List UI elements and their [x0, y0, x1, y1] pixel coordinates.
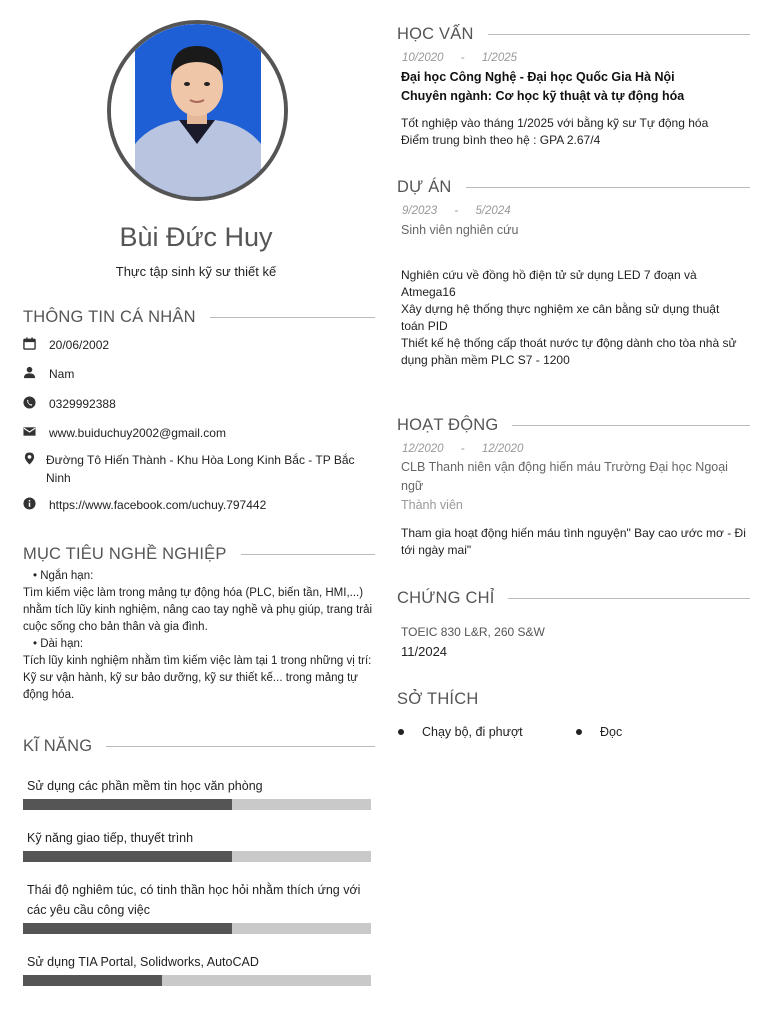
skill-bar-fill	[23, 851, 232, 862]
info-icon	[23, 497, 36, 510]
hobby-item	[576, 725, 622, 739]
heading-text: KĨ NĂNG	[23, 737, 93, 755]
heading-text: HOẠT ĐỘNG	[397, 416, 499, 434]
skill-item	[23, 776, 371, 810]
email-icon	[23, 425, 36, 438]
hobby-item	[398, 725, 523, 739]
skill-label: Sử dụng TIA Portal, Solidworks, AutoCAD	[27, 955, 259, 969]
facebook-link[interactable]: https://www.facebook.com/uchuy.797442	[49, 498, 267, 512]
education-detail-2: Điểm trung bình theo hệ : GPA 2.67/4	[401, 133, 601, 147]
info-row-email	[23, 424, 368, 442]
candidate-title: Thực tập sinh kỹ sư thiết kế	[115, 264, 277, 279]
heading-text: HỌC VẤN	[397, 25, 474, 43]
objective-long-label: • Dài hạn:	[33, 638, 84, 650]
location-icon	[23, 452, 36, 465]
activity-dates	[402, 443, 523, 455]
section-heading-objective	[23, 545, 375, 564]
info-row-gender	[23, 365, 368, 383]
date-end: 1/2025	[481, 52, 518, 64]
info-row-phone	[23, 395, 368, 413]
project-role: Sinh viên nghiên cứu	[401, 223, 519, 237]
bullet-icon	[398, 729, 404, 735]
heading-text: SỞ THÍCH	[397, 690, 479, 708]
project-detail: Nghiên cứu về đồng hồ điện tử sử dụng LED 7 đoạn và Atmega16 Xây dựng hệ thống thực nghiệm xe cân bằng sử dụng thuật toán PID Thiết kế hệ thống cấp thoát nước tự động dành cho tòa nhà sử dụng phần mềm PLC S7 - 1200	[401, 268, 737, 367]
activity-organization: CLB Thanh niên vận động hiến máu Trường Đại học Ngoại ngữ	[401, 460, 728, 493]
section-heading-certificates	[397, 589, 750, 608]
date-end: 5/2024	[475, 205, 511, 217]
divider	[241, 554, 375, 555]
skill-bar	[23, 923, 371, 934]
date-start: 12/2020	[402, 443, 444, 455]
education-detail-1: Tốt nghiệp vào tháng 1/2025 với bằng kỹ sư Tự động hóa	[401, 116, 709, 130]
avatar	[107, 20, 288, 201]
phone-icon	[23, 396, 36, 409]
heading-text: CHỨNG CHỈ	[397, 589, 495, 607]
objective-long-text: Tích lũy kinh nghiệm nhằm tìm kiếm việc làm tại 1 trong những vị trí: Kỹ sư vận hành, kỹ sư bảo dưỡng, kỹ sư thiết kế... trong mảng tự động hóa.	[23, 655, 372, 701]
section-heading-hobbies	[397, 690, 750, 709]
birthday-text: 20/06/2002	[49, 338, 110, 352]
address-text: Đường Tô Hiến Thành - Khu Hòa Long Kinh Bắc - TP Bắc Ninh	[46, 453, 355, 485]
skill-bar	[23, 799, 371, 810]
heading-text: MỤC TIÊU NGHỀ NGHIỆP	[23, 545, 227, 563]
phone-text: 0329992388	[49, 397, 116, 411]
skill-bar-fill	[23, 799, 232, 810]
info-row-address	[23, 451, 368, 487]
person-icon	[23, 366, 36, 379]
section-heading-projects	[397, 178, 750, 197]
info-row-birthday	[23, 336, 368, 354]
divider	[512, 425, 750, 426]
divider	[210, 317, 375, 318]
activity-role: Thành viên	[401, 498, 463, 512]
skill-bar	[23, 975, 371, 986]
date-start: 10/2020	[402, 52, 444, 64]
certificate-name: TOEIC 830 L&R, 260 S&W	[401, 625, 545, 639]
gender-text: Nam	[49, 367, 75, 381]
date-separator: -	[460, 443, 465, 455]
divider	[106, 746, 375, 747]
divider	[488, 34, 750, 35]
activity-detail: Tham gia hoạt động hiến máu tình nguyện" Bay cao ước mơ - Đi tới ngày mai"	[401, 526, 746, 557]
info-row-facebook	[23, 496, 368, 514]
skill-item	[23, 828, 371, 862]
section-heading-activities	[397, 416, 750, 435]
date-separator: -	[460, 52, 465, 64]
heading-text: THÔNG TIN CÁ NHÂN	[23, 308, 196, 326]
candidate-name: Bùi Đức Huy	[119, 222, 273, 252]
skill-bar-fill	[23, 923, 232, 934]
heading-text: DỰ ÁN	[397, 178, 452, 196]
skill-label: Thái độ nghiêm túc, có tinh thần học hỏi nhằm thích ứng với các yêu cầu công việc	[27, 883, 361, 917]
objective-short-label: • Ngắn hạn:	[33, 570, 94, 582]
skill-bar-fill	[23, 975, 162, 986]
date-separator: -	[454, 205, 459, 217]
certificate-date: 11/2024	[401, 644, 448, 659]
skill-item	[23, 952, 371, 986]
bullet-icon	[576, 729, 582, 735]
hobby-label: Đọc	[600, 725, 623, 739]
project-dates	[402, 205, 511, 217]
email-text: www.buiduchuy2002@gmail.com	[49, 426, 226, 440]
date-start: 9/2023	[402, 205, 438, 217]
education-major: Chuyên ngành: Cơ học kỹ thuật và tự động hóa	[401, 89, 685, 103]
skill-item	[23, 880, 371, 934]
section-heading-personal-info	[23, 308, 375, 327]
skill-label: Sử dụng các phần mềm tin học văn phòng	[27, 779, 263, 793]
objective-short-text: Tìm kiếm việc làm trong mảng tự động hóa (PLC, biến tần, HMI,...) nhằm tích lũy kinh nghiệm, nâng cao tay nghề và phụ giúp, trang trải cuộc sống cho bản thân và gia đình.	[23, 587, 373, 633]
section-heading-education	[397, 25, 750, 44]
date-end: 12/2020	[481, 443, 524, 455]
divider	[508, 598, 750, 599]
section-heading-skills	[23, 737, 375, 756]
profile-photo	[111, 24, 284, 197]
education-dates	[402, 52, 517, 64]
skill-label: Kỹ năng giao tiếp, thuyết trình	[27, 831, 194, 845]
hobby-label: Chạy bộ, đi phượt	[422, 725, 523, 739]
calendar-icon	[23, 337, 36, 350]
skill-bar	[23, 851, 371, 862]
education-school: Đại học Công Nghệ - Đại học Quốc Gia Hà Nội	[401, 70, 675, 84]
divider	[466, 187, 750, 188]
objective-content	[23, 568, 373, 704]
